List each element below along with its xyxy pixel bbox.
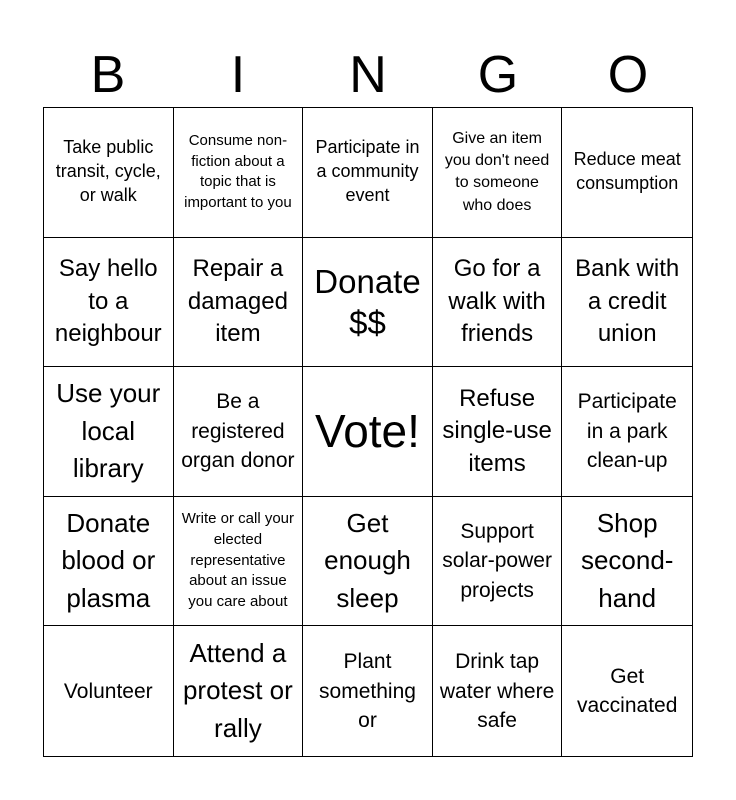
cell-label: Say hello to a neighbour (54, 255, 162, 348)
bingo-cell-r1-c4[interactable] (433, 108, 563, 238)
cell-label: Consume non-fiction about a topic that is important to you (184, 131, 292, 211)
cell-label: Refuse single-use items (442, 384, 552, 477)
header-letter-o: O (607, 46, 649, 104)
bingo-cell-r3-c1[interactable] (44, 367, 174, 497)
bingo-cell-r3-c4[interactable] (433, 367, 563, 497)
bingo-cell-r1-c1[interactable] (44, 108, 174, 238)
cell-label: Give an item you don't need to someone who does (444, 129, 550, 214)
cell-label: Write or call your elected representative about an issue you care about (181, 510, 295, 611)
bingo-cell-r2-c2[interactable] (174, 238, 304, 368)
cell-label: Repair a damaged item (187, 255, 288, 348)
cell-label: Participate in a community event (315, 137, 420, 206)
cell-label: Shop second-hand (580, 507, 674, 613)
header-letter-i: I (230, 46, 246, 104)
bingo-cell-r5-c4[interactable] (433, 626, 563, 756)
bingo-cell-r4-c5[interactable] (562, 497, 692, 627)
bingo-cell-r2-c5[interactable] (562, 238, 692, 368)
cell-label: Attend a protest or rally (182, 637, 293, 744)
cell-label: Drink tap water where safe (439, 650, 555, 732)
bingo-cell-r4-c4[interactable] (433, 497, 563, 627)
bingo-cell-r5-c2[interactable] (174, 626, 304, 756)
header-letter-n: N (349, 46, 387, 104)
bingo-cell-r4-c1[interactable] (44, 497, 174, 627)
bingo-header (43, 44, 693, 106)
bingo-cell-r2-c1[interactable] (44, 238, 174, 368)
cell-label: Support solar-power projects (442, 520, 552, 602)
bingo-cell-r1-c3[interactable] (303, 108, 433, 238)
cell-label: Get vaccinated (576, 664, 678, 718)
cell-label: Plant something or (319, 650, 416, 732)
cell-label: Reduce meat consumption (573, 149, 681, 194)
bingo-cell-r3-c2[interactable] (174, 367, 304, 497)
cell-label: Volunteer (63, 679, 153, 703)
cell-label: Bank with a credit union (575, 255, 680, 348)
bingo-cell-r2-c4[interactable] (433, 238, 563, 368)
header-letter-b: B (90, 46, 126, 104)
bingo-cell-r1-c2[interactable] (174, 108, 304, 238)
cell-label: Donate blood or plasma (61, 507, 156, 613)
bingo-card-grid (43, 107, 693, 757)
bingo-cell-r3-c3[interactable] (303, 367, 433, 497)
bingo-cell-r5-c5[interactable] (562, 626, 692, 756)
cell-label: Get enough sleep (324, 507, 411, 613)
bingo-cell-r5-c3[interactable] (303, 626, 433, 756)
cell-label: Take public transit, cycle, or walk (55, 137, 161, 206)
bingo-cell-r2-c3[interactable] (303, 238, 433, 368)
bingo-cell-r3-c5[interactable] (562, 367, 692, 497)
cell-label: Participate in a park clean-up (577, 390, 677, 473)
cell-label: Vote! (315, 405, 420, 458)
cell-label: Go for a walk with friends (448, 255, 546, 348)
bingo-cell-r5-c1[interactable] (44, 626, 174, 756)
cell-label: Use your local library (56, 377, 161, 484)
cell-label: Be a registered organ donor (181, 390, 295, 473)
bingo-cell-r4-c3[interactable] (303, 497, 433, 627)
bingo-cell-r4-c2[interactable] (174, 497, 304, 627)
bingo-cell-r1-c5[interactable] (562, 108, 692, 238)
header-letter-g: G (477, 46, 519, 104)
cell-label: Donate $$ (314, 262, 421, 341)
